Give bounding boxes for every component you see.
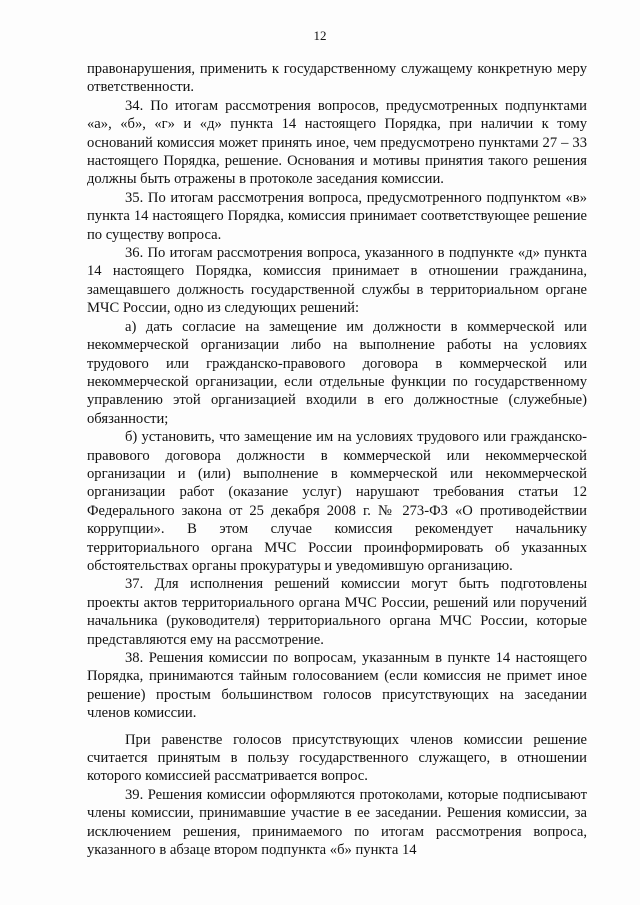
paragraph-35: 35. По итогам рассмотрения вопроса, предусмотренного подпунктом «в» пункта 14 настоящего Порядка, комиссия принимает соответствующее решение по существу вопроса. bbox=[87, 189, 587, 243]
paragraph-38-tie: При равенстве голосов присутствующих членов комиссии решение считается принятым в пользу государственного служащего, в отношении которого комиссией рассматривается вопрос. bbox=[87, 731, 587, 785]
document-body bbox=[87, 60, 587, 859]
paragraph-36-b: б) установить, что замещение им на условиях трудового или гражданско-правового договора должности в коммерческой или некоммерческой организации и (или) выполнение в коммерческой или некоммерческой организации работ (оказание услуг) нарушают требования статьи 12 Федерального закона от 25 декабря 2008 г. № 273-ФЗ «О противодействии коррупции». В этом случае комиссия рекомендует начальнику территориального органа МЧС России проинформировать об указанных обстоятельствах органы прокуратуры и уведомившую организацию. bbox=[87, 429, 587, 574]
paragraph-34: 34. По итогам рассмотрения вопросов, предусмотренных подпунктами «а», «б», «г» и «д» пункта 14 настоящего Порядка, при наличии к тому оснований комиссия может принять иное, чем предусмотрено пунктами 27 – 33 настоящего Порядка, решение. Основания и мотивы принятия такого решения должны быть отражены в протоколе заседания комиссии. bbox=[87, 97, 587, 188]
paragraph-36-a: а) дать согласие на замещение им должности в коммерческой или некоммерческой организации либо на выполнение работы на условиях трудового или гражданско-правового договора в коммерческой или некоммерческой организации, если отдельные функции по государственному управлению этой организацией входили в его должностные (служебные) обязанности; bbox=[87, 318, 587, 427]
page-number: 12 bbox=[313, 28, 327, 43]
paragraph-38: 38. Решения комиссии по вопросам, указанным в пункте 14 настоящего Порядка, принимаются тайным голосованием (если комиссия не примет иное решение) простым большинством голосов присутствующих на заседании членов комиссии. bbox=[87, 650, 587, 722]
paragraph-36: 36. По итогам рассмотрения вопроса, указанного в подпункте «д» пункта 14 настоящего Порядка, комиссия принимает в отношении гражданина, замещавшего должность государственной службы в территориальном органе МЧС России, одно из следующих решений: bbox=[87, 245, 587, 317]
paragraph-37: 37. Для исполнения решений комиссии могут быть подготовлены проекты актов территориального органа МЧС России, решений или поручений начальника (руководителя) территориального органа МЧС России, которые представляются ему на рассмотрение. bbox=[87, 576, 587, 648]
paragraph-39: 39. Решения комиссии оформляются протоколами, которые подписывают члены комиссии, принимавшие участие в ее заседании. Решения комиссии, за исключением решения, принимаемого по итогам рассмотрения вопроса, указанного в абзаце втором подпункта «б» пункта 14 bbox=[87, 786, 587, 859]
paragraph-continuation: правонарушения, применить к государственному служащему конкретную меру ответственности. bbox=[87, 61, 587, 96]
